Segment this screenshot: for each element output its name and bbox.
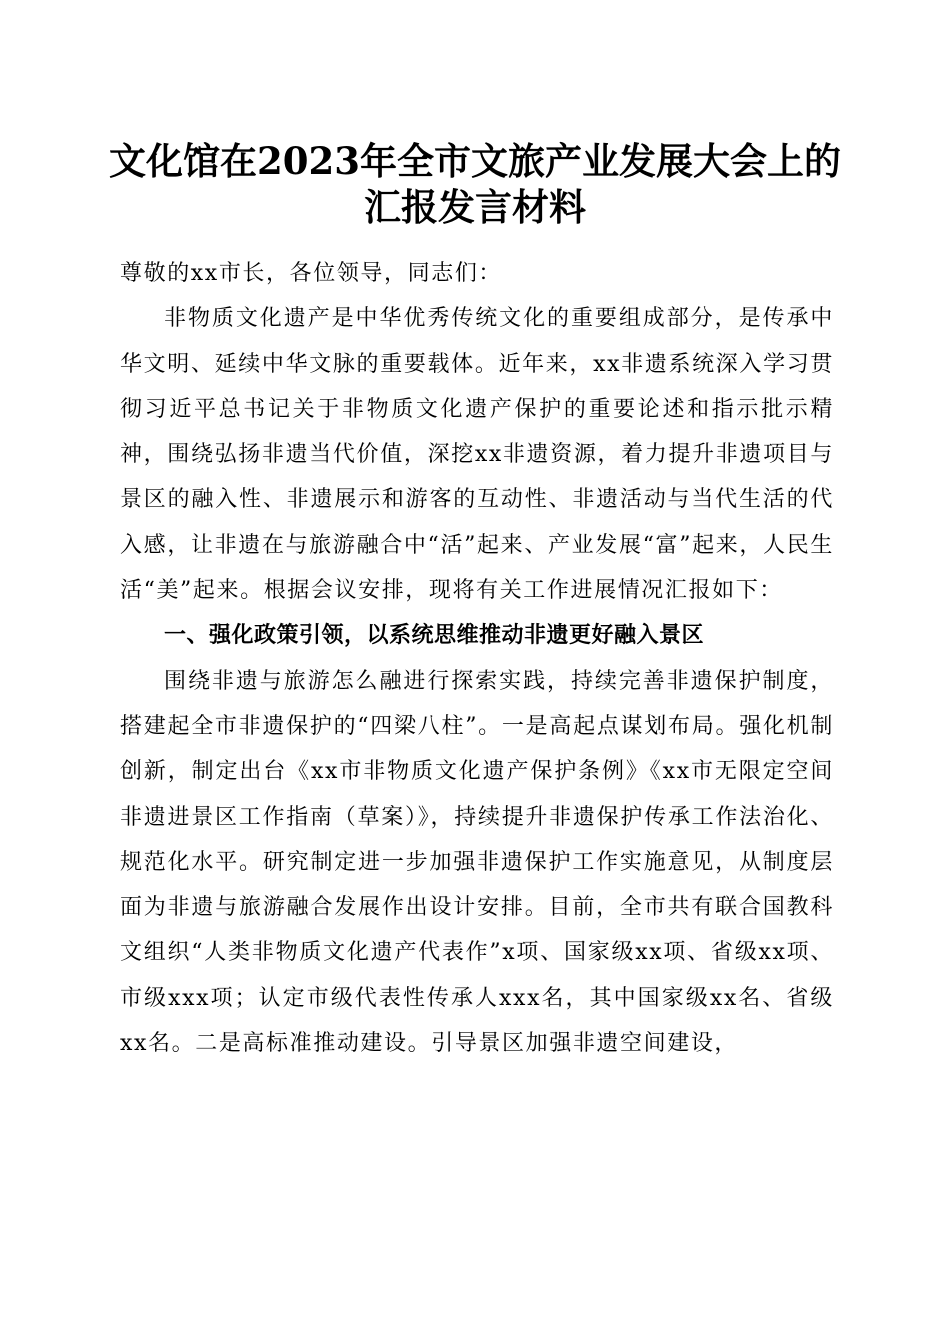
section-heading-1: 一、强化政策引领，以系统思维推动非遗更好融入景区 [164,623,705,649]
paragraph-section-1: 围绕非遗与旅游怎么融进行探索实践，持续完善非遗保护制度，搭建起全市非遗保护的“四梁八柱”。一是高起点谋划布局。强化机制创新，制定出台《xx市非物质文化遗产保护条例》《xx市无限定空间非遗进景区工作指南（草案）》，持续提升非遗保护传承工作法治化、规范化水平。研究制定进一步加强非遗保护工作实施意见，从制度层面为非遗与旅游融合发展作出设计安排。目前，全市共有联合国教科文组织“人类非物质文化遗产代表作”x项、国家级xx项、省级xx项、市级xxx项；认定市级代表性传承人xxx名，其中国家级xx名、省级xx名。二是高标准推动建设。引导景区加强非遗空间建设， [120,668,834,1057]
document-title-line-2: 汇报发言材料 [364,185,586,229]
document-body [120,251,834,1066]
paragraph-intro: 非物质文化遗产是中华优秀传统文化的重要组成部分，是传承中华文明、延续中华文脉的重要载体。近年来，xx非遗系统深入学习贯彻习近平总书记关于非物质文化遗产保护的重要论述和指示批示精神，围绕弘扬非遗当代价值，深挖xx非遗资源，着力提升非遗项目与景区的融入性、非遗展示和游客的互动性、非遗活动与当代生活的代入感，让非遗在与旅游融合中“活”起来、产业发展“富”起来，人民生活“美”起来。根据会议安排，现将有关工作进展情况汇报如下： [120,306,834,604]
greeting: 尊敬的xx市长，各位领导，同志们： [120,261,503,286]
document-title-line-1: 文化馆在2023年全市文旅产业发展大会上的 [109,139,841,183]
